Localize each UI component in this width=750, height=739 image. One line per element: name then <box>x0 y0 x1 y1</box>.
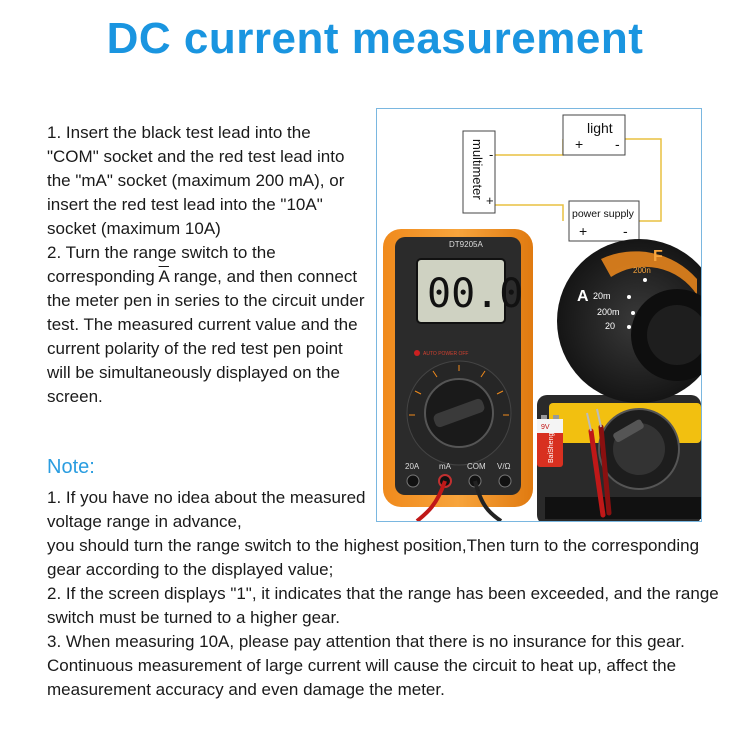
power-supply-label: power supply <box>572 208 634 220</box>
jack-ma: mA <box>439 462 451 471</box>
light-minus: - <box>615 136 620 152</box>
light-plus: + <box>575 136 584 152</box>
zoom-f: F <box>653 248 663 265</box>
note-1 <box>47 486 727 582</box>
multimeter-box <box>463 131 495 213</box>
dc-amp-symbol: $\overline{A}$ <box>158 267 169 286</box>
note-1-part-a: 1. If you have no idea about the measured voltage range in advance, <box>47 488 366 531</box>
zoom-dc-a: A <box>577 288 589 305</box>
meter-model: DT9205A <box>449 240 483 249</box>
page-title: DC current measurement <box>106 14 644 63</box>
step-2-lead: 2. Turn the range switch to the corresponding <box>47 243 276 286</box>
multimeter-minus: - <box>489 147 494 162</box>
battery-brand: BaiSheng <box>548 432 555 463</box>
jack-com: COM <box>467 462 486 471</box>
zoom-20: 20 <box>605 321 616 331</box>
jack-20a: 20A <box>405 462 420 471</box>
circuit-photo <box>376 108 702 522</box>
power-minus: - <box>623 223 628 239</box>
step-1: 1. Insert the black test lead into the "COM" socket and the red test lead into the "mA" socket (maximum 200 mA), or insert the red test lead into the "10A" socket (maximum 10A) <box>47 123 345 238</box>
note-2: 2. If the screen displays "1", it indicates that the range has been exceeded, and the range switch must be turned to a higher gear. <box>47 584 719 627</box>
zoom-20m: 20m <box>593 291 611 301</box>
multimeter-illustration <box>377 109 701 521</box>
power-supply-box <box>569 201 639 241</box>
step-2 <box>47 241 367 409</box>
zoom-200n: 200n <box>633 266 651 275</box>
main-multimeter <box>383 229 533 521</box>
instructions <box>47 121 367 409</box>
power-plus: + <box>579 223 588 239</box>
note-title: Note: <box>47 456 95 478</box>
note-1-part-b: you should turn the range switch to the highest position,Then turn to the corresponding gear according to the displayed value; <box>47 536 700 579</box>
battery <box>537 415 563 467</box>
multimeter-label: multimeter <box>470 139 485 200</box>
zoom-200m: 200m <box>597 307 620 317</box>
jack-v-ohm: V/Ω <box>497 462 511 471</box>
zoom-inset <box>557 239 701 403</box>
auto-power-off: AUTO POWER OFF <box>423 351 469 357</box>
notes <box>47 486 727 702</box>
battery-voltage: 9V <box>541 424 550 431</box>
step-2-rest: range, and then connect the meter pen in series to the circuit under test. The measured current value and the current polarity of the red test pen point will be simultaneously displayed on the screen. <box>47 267 365 406</box>
note-3: 3. When measuring 10A, please pay attention that there is no insurance for this gear. Continuous measurement of large current will cause the circuit to heat up, affect the measurement accuracy and even damage the meter. <box>47 632 685 699</box>
light-box <box>563 115 625 155</box>
multimeter-plus: + <box>486 193 494 208</box>
meter-display: 00.0 <box>427 271 524 317</box>
light-label: light <box>587 120 613 136</box>
